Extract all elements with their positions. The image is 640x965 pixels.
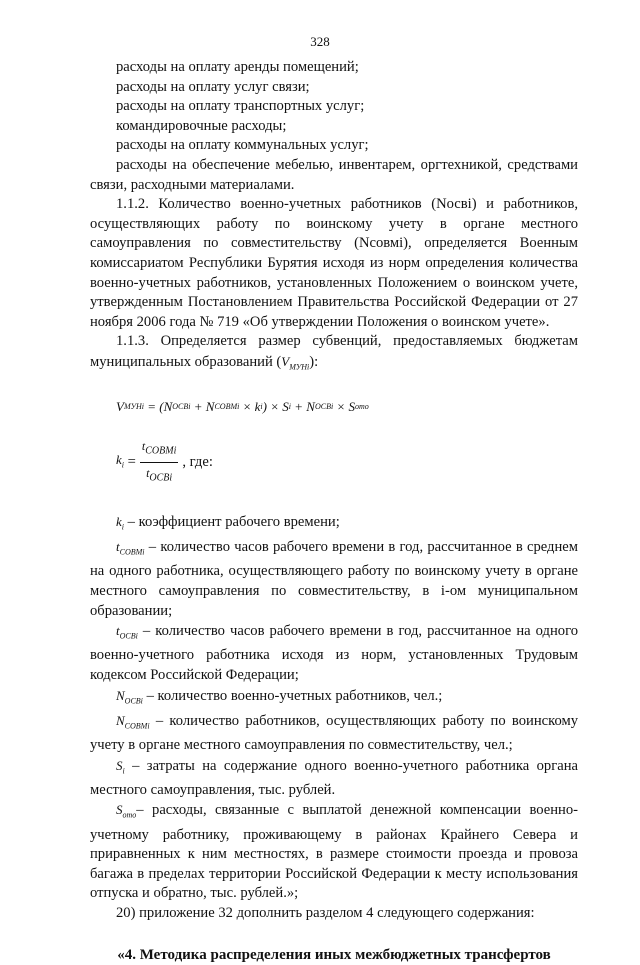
definition-s: $S_i$ – затраты на содержание одного военно-учетного работника органа местного самоуправления, тыс. рублей. [90,756,578,801]
definition-k: $k_i$ – коэффициент рабочего времени; [90,512,578,537]
paragraph-1-1-2: 1.1.2. Количество военно-учетных работников (Nосвi) и работников, осуществляющих работу по воинскому учету в органе местного самоуправления по совместительству (Ncoвмi), определяется Военным комиссариатом Республики Бурятия исходя из норм определения количества военно-учетных работников, установленных Положением о воинском учете, утвержденным Постановлением Правительства Российской Федерации от 27 ноября 2006 года № 719 «Об утверждении Положения о воинском учете». [90,195,578,332]
item-20: 20) приложение 32 дополнить разделом 4 следующего содержания: [90,904,578,924]
expense-item: расходы на оплату услуг связи; [90,78,578,98]
k-fraction: $\frac{t_{СОВМi}}{t_{ОСВi}}$ [140,437,178,488]
page-number: 328 [0,34,640,50]
expense-item: расходы на оплату аренды помещений; [90,58,578,78]
expense-item: расходы на оплату транспортных услуг; [90,97,578,117]
definition-n-osv: $N_{ОСВi}$ – количество военно-учетных работников, чел.; [90,686,578,711]
section-title: «4. Методика распределения иных межбюджетных трансфертов [90,946,578,965]
definition-n-sovm: $N_{СОВМi}$ – количество работников, осуществляющих работу по воинскому учету в органе местного самоуправления по совместительству, чел.; [90,711,578,756]
expense-item: командировочные расходы; [90,117,578,137]
expense-item: расходы на оплату коммунальных услуг; [90,136,578,156]
definition-t-sovm: $t_{СОВМi}$ – количество часов рабочего времени в год, рассчитанное в среднем на одного работника, осуществляющего работу по воинскому учету в органе местного самоуправления по совместительству, в i-ом муниципальном образовании; [90,537,578,621]
main-formula: V МУНi = ( N ОСВi + N СОВМi × k i ) × S i + N ОСВi × S ото [90,391,578,423]
paragraph-1-1-3: 1.1.3. Определяется размер субвенций, предоставляемых бюджетам муниципальных образований $(V_{МУНi})$: [90,332,578,377]
definition-t-osv: $t_{ОСВi}$ – количество часов рабочего времени в год, рассчитанное на одного военно-учетного работника исходя из норм, установленных Трудовым кодексом Российской Федерации; [90,621,578,685]
expense-item-last: расходы на обеспечение мебелью, инвентарем, оргтехникой, средствами связи, расходными материалами. [90,156,578,195]
paragraph-1-1-3-text: 1.1.3. Определяется размер субвенций, предоставляемых бюджетам муниципальных образований ( [90,333,578,370]
k-formula: $k_i$ = $\frac{t_{СОВМi}}{t_{ОСВi}}$ , где: [116,437,578,488]
definition-s-oto: $S_{ото}-$ расходы, связанные с выплатой денежной компенсации военно-учетному работнику, проживающему в районах Крайнего Севера и приравненных к ним местностях, в размере стоимости проезда и провоза багажа в пределах территории Российской Федерации к месту использования отпуска и обратно, тыс. рублей.»; [90,800,578,904]
v-symbol-inline: $V_{МУНi}$ [281,354,309,369]
document-body [90,58,578,965]
